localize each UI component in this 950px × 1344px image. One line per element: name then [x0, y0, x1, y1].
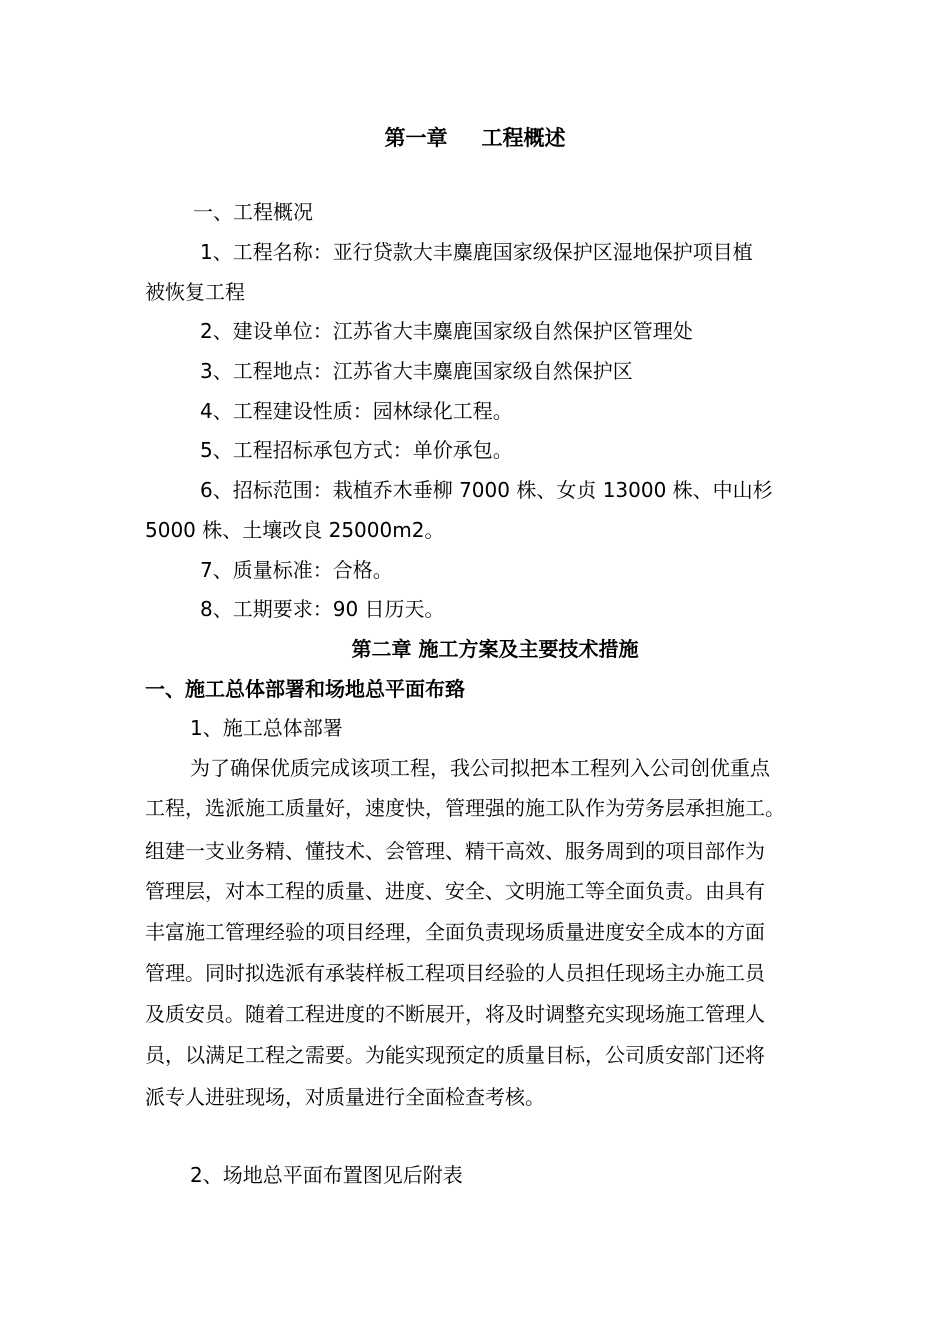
item-scope-cont: 5000 株、土壤改良 25000m2。 [145, 518, 445, 542]
paragraph-line: 丰富施工管理经验的项目经理，全面负责现场质量进度安全成本的方面 [145, 920, 765, 944]
paragraph-line: 工程，选派施工质量好，速度快，管理强的施工队作为劳务层承担施工。 [145, 796, 785, 820]
section1-heading: 一、工程概况 [193, 200, 313, 224]
chapter1-name: 工程概述 [481, 126, 566, 150]
item-nature: 4、工程建设性质：园林绿化工程。 [200, 399, 513, 423]
chapter2-title: 第二章 施工方案及主要技术措施 [351, 637, 639, 661]
paragraph-line: 员，以满足工程之需要。为能实现预定的质量目标，公司质安部门还将 [145, 1043, 765, 1067]
paragraph-line: 及质安员。随着工程进度的不断展开，将及时调整充实现场施工管理人 [145, 1002, 765, 1026]
sub1-heading: 1、施工总体部署 [190, 716, 343, 740]
chapter1-title [0, 125, 950, 151]
paragraph-line: 为了确保优质完成该项工程，我公司拟把本工程列入公司创优重点 [190, 756, 770, 780]
paragraph-line: 管理层，对本工程的质量、进度、安全、文明施工等全面负责。由具有 [145, 879, 765, 903]
sub2-heading: 2、场地总平面布置图见后附表 [190, 1163, 463, 1187]
item-contract-method: 5、工程招标承包方式：单价承包。 [200, 438, 513, 462]
paragraph-line: 派专人进驻现场，对质量进行全面检查考核。 [145, 1085, 545, 1109]
item-project-name-cont: 被恢复工程 [145, 280, 245, 304]
paragraph-line: 组建一支业务精、懂技术、会管理、精干高效、服务周到的项目部作为 [145, 839, 765, 863]
chapter1-number: 第一章 [384, 126, 448, 150]
item-project-name: 1、工程名称：亚行贷款大丰麋鹿国家级保护区湿地保护项目植 [200, 240, 753, 264]
item-construction-unit: 2、建设单位：江苏省大丰麋鹿国家级自然保护区管理处 [200, 319, 693, 343]
item-location: 3、工程地点：江苏省大丰麋鹿国家级自然保护区 [200, 359, 633, 383]
item-quality-standard: 7、质量标准：合格。 [200, 558, 393, 582]
paragraph-line: 管理。同时拟选派有承装样板工程项目经验的人员担任现场主办施工员 [145, 961, 765, 985]
item-duration: 8、工期要求：90 日历天。 [200, 597, 445, 621]
chapter2-section-heading: 一、施工总体部署和场地总平面布臵 [145, 677, 465, 701]
item-scope: 6、招标范围：栽植乔木垂柳 7000 株、女贞 13000 株、中山杉 [200, 478, 773, 502]
